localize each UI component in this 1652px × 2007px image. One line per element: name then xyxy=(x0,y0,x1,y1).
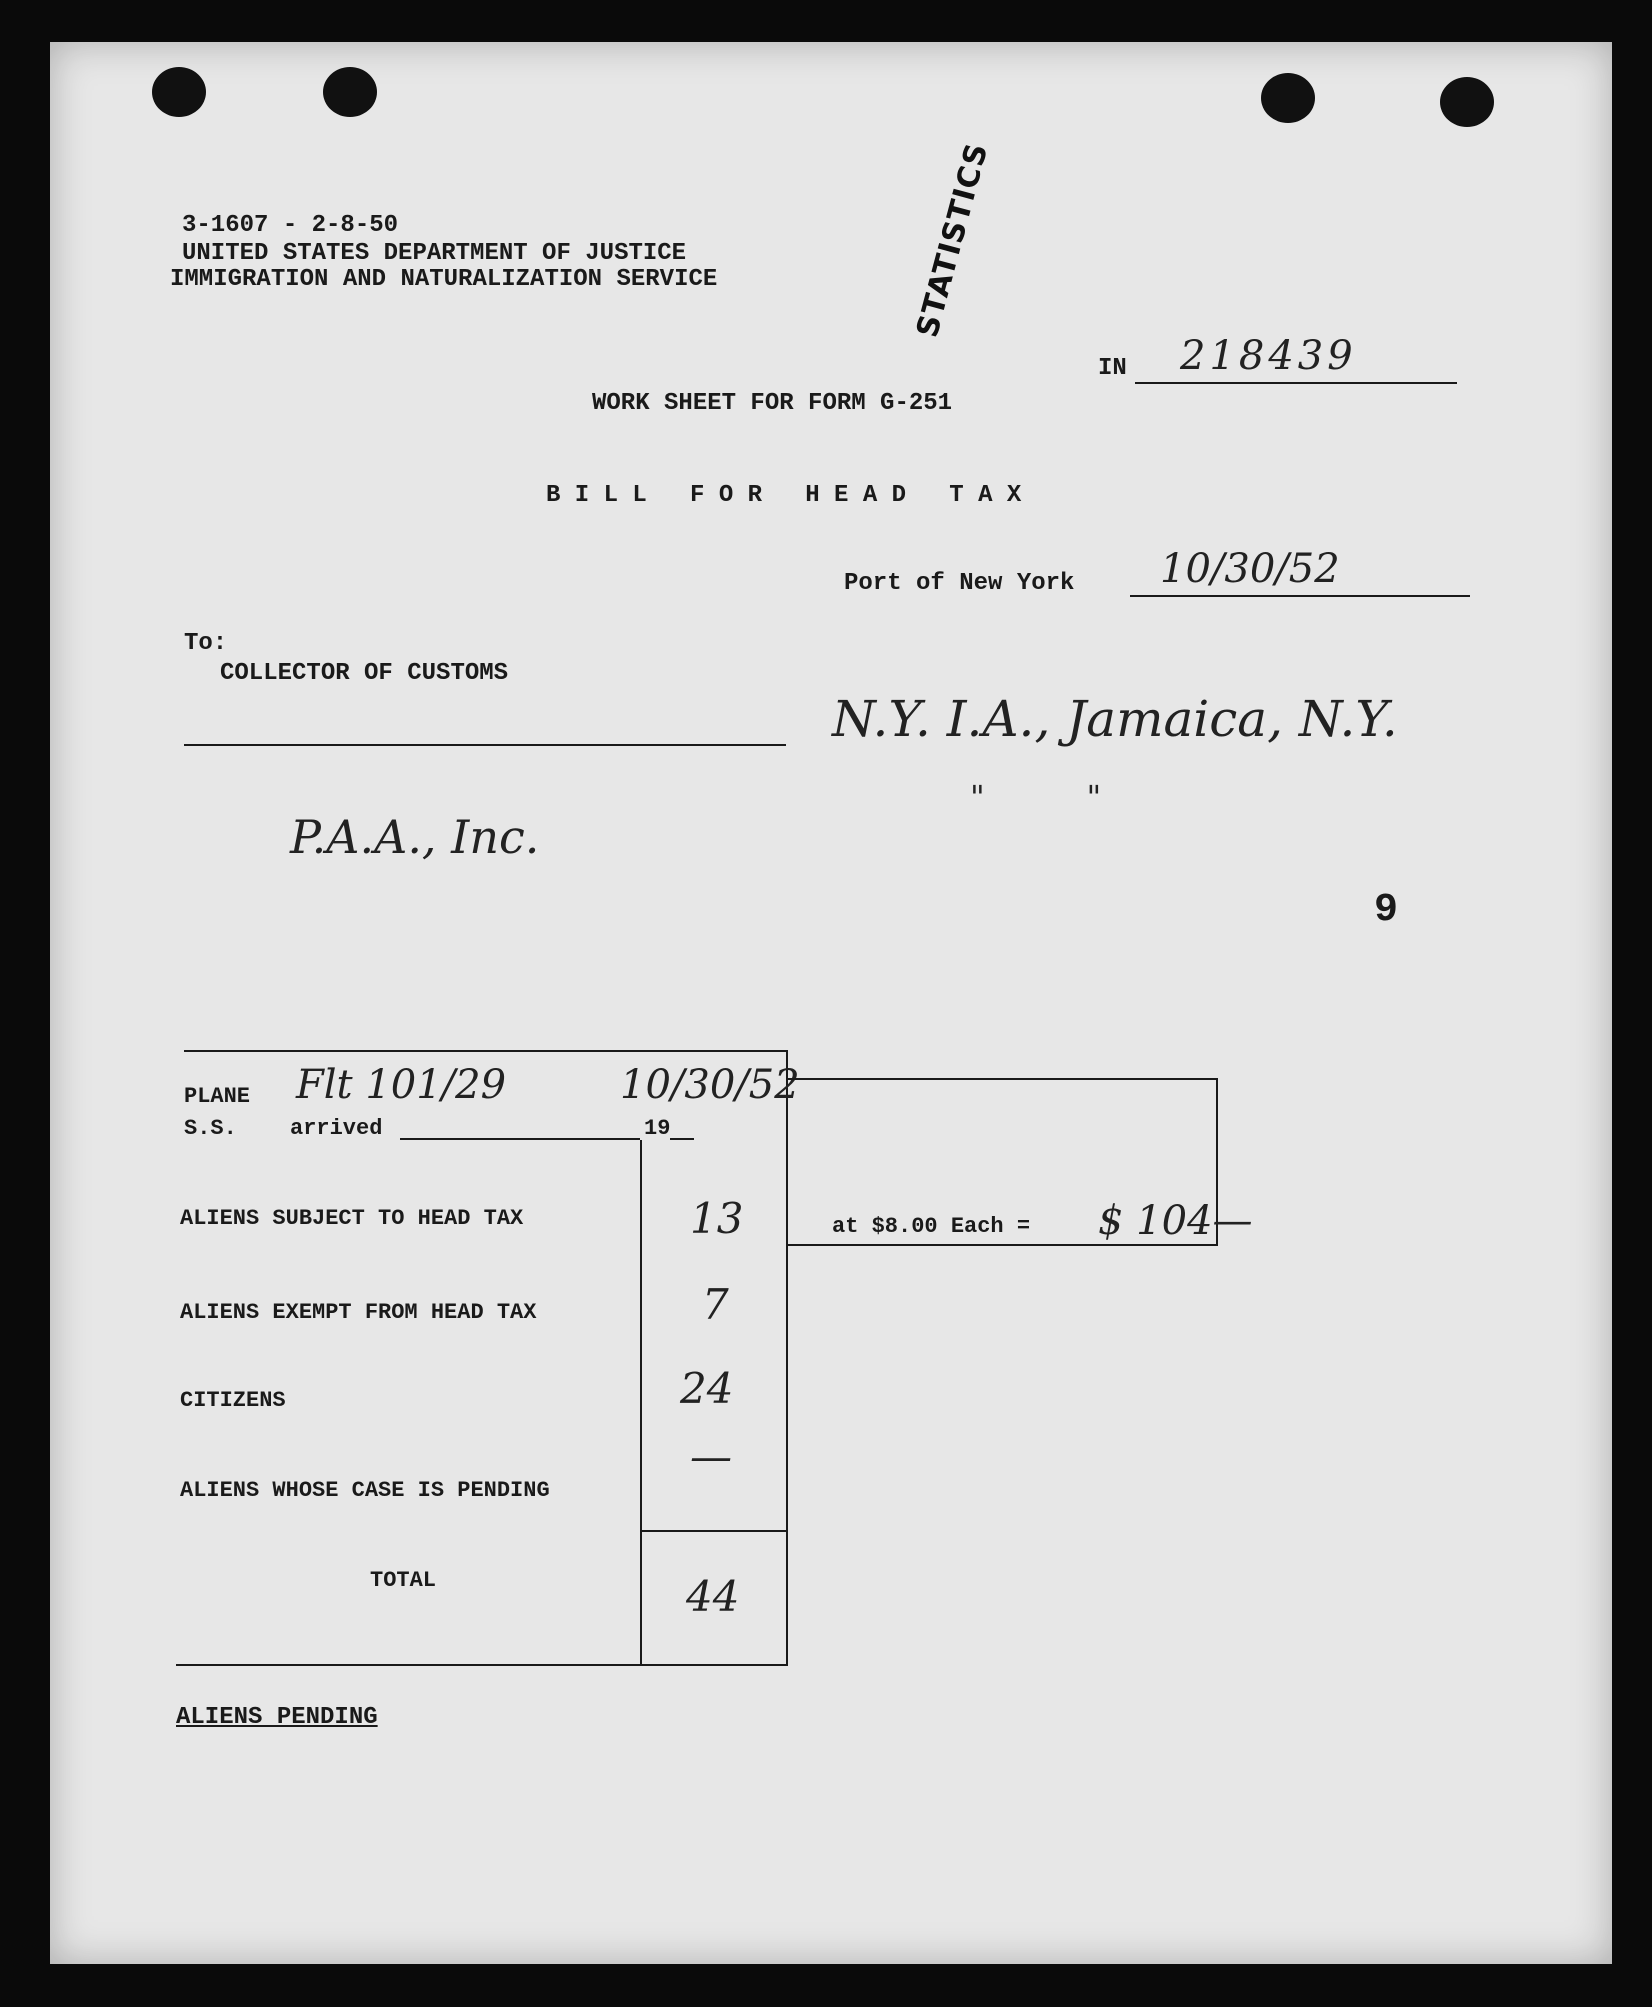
arrived-underline xyxy=(400,1138,640,1140)
port-date: 10/30/52 xyxy=(1160,546,1340,592)
table-top-rule xyxy=(184,1050,786,1052)
collector-underline xyxy=(184,744,786,746)
total-label: TOTAL xyxy=(370,1568,437,1593)
handwritten-address: N.Y. I.A., Jamaica, N.Y. xyxy=(832,690,1398,748)
arrived-label: arrived xyxy=(290,1116,383,1141)
punch-hole xyxy=(152,67,206,117)
port-label: Port of New York xyxy=(844,570,1075,597)
in-underline xyxy=(1135,382,1457,384)
table-bottom-rule xyxy=(176,1664,788,1666)
collector-label: COLLECTOR OF CUSTOMS xyxy=(220,660,509,687)
punch-hole xyxy=(1261,73,1315,123)
service-line: IMMIGRATION AND NATURALIZATION SERVICE xyxy=(170,266,718,293)
row-value-subject: 13 xyxy=(690,1194,744,1243)
rate-text: at $8.00 Each = xyxy=(832,1214,1031,1239)
row-label-exempt: ALIENS EXEMPT FROM HEAD TAX xyxy=(180,1300,537,1325)
document-page xyxy=(50,42,1612,1964)
total-divider xyxy=(640,1530,788,1532)
value-column-left-border xyxy=(640,1140,642,1664)
year-prefix: 19 xyxy=(644,1116,671,1141)
in-label: IN xyxy=(1098,355,1127,382)
department-line: UNITED STATES DEPARTMENT OF JUSTICE xyxy=(182,240,687,267)
margin-number: 9 xyxy=(1374,888,1399,933)
punch-hole xyxy=(323,67,377,117)
total-value: 44 xyxy=(686,1572,740,1621)
row-label-subject: ALIENS SUBJECT TO HEAD TAX xyxy=(180,1206,524,1231)
row-value-exempt: 7 xyxy=(702,1280,729,1329)
row-value-pending: — xyxy=(690,1432,732,1481)
bill-title: B I L L F O R H E A D T A X xyxy=(546,482,1022,509)
worksheet-title: WORK SHEET FOR FORM G-251 xyxy=(592,390,953,417)
to-label: To: xyxy=(184,630,228,657)
row-value-citizens: 24 xyxy=(680,1364,734,1413)
handwritten-ditto: " " xyxy=(970,778,1102,816)
ss-label: S.S. xyxy=(184,1116,237,1141)
handwritten-carrier: P.A.A., Inc. xyxy=(290,810,540,864)
row-label-pending: ALIENS WHOSE CASE IS PENDING xyxy=(180,1478,550,1503)
aliens-pending-heading: ALIENS PENDING xyxy=(176,1704,378,1731)
arrival-date: 10/30/52 xyxy=(620,1062,800,1108)
year-underline xyxy=(670,1138,694,1140)
row-label-citizens: CITIZENS xyxy=(180,1388,286,1413)
tax-amount: $ 104— xyxy=(1098,1198,1253,1244)
form-id: 3-1607 - 2-8-50 xyxy=(182,212,399,239)
port-date-underline xyxy=(1130,595,1470,597)
punch-hole xyxy=(1440,77,1494,127)
statistics-stamp: STATISTICS xyxy=(910,139,996,342)
plane-label: PLANE xyxy=(184,1084,251,1109)
in-number: 218439 xyxy=(1180,333,1357,379)
flight-number: Flt 101/29 xyxy=(296,1062,507,1108)
